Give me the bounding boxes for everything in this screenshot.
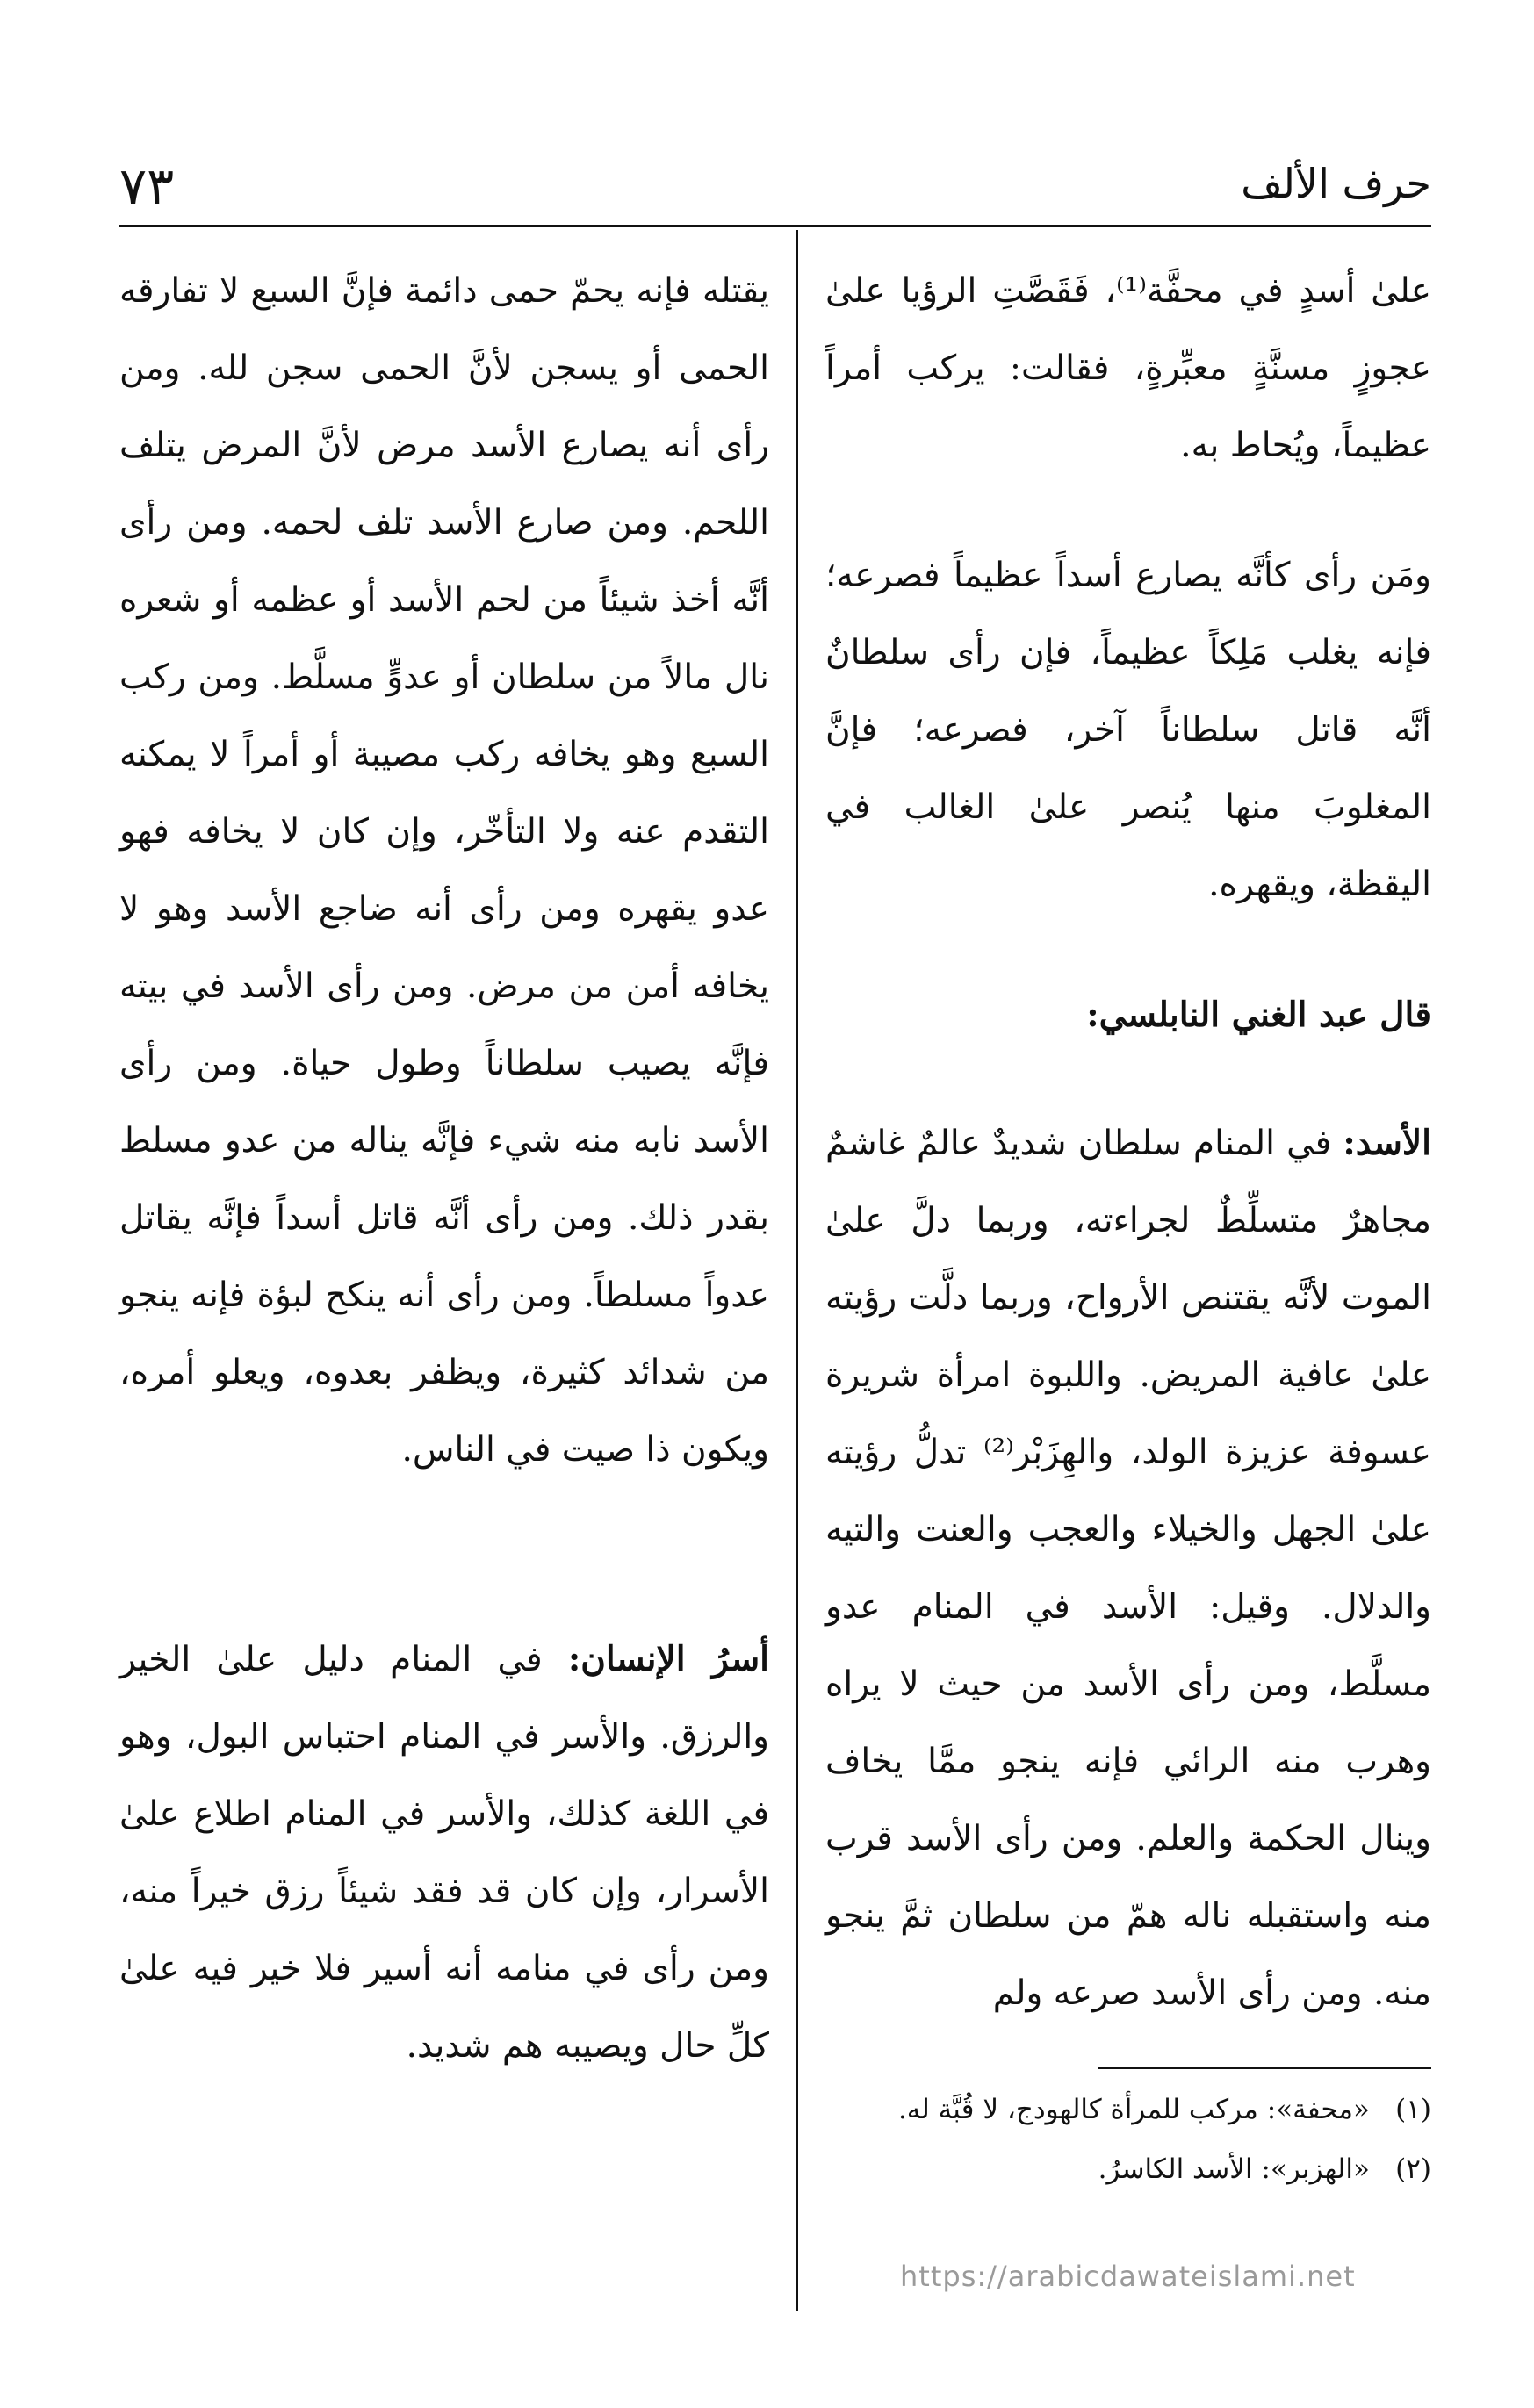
footnotes <box>825 2067 1431 2204</box>
footnote <box>825 2085 1431 2134</box>
footnote-text: «محفة»: مركب للمرأة كالهودج، لا قُبَّة له. <box>897 2094 1370 2125</box>
column-divider <box>796 230 798 2311</box>
paragraph: ومَن رأى كأنَّه يصارع أسداً عظيماً فصرعه؛ فإنه يغلب مَلِكاً عظيماً، فإن رأى سلطانٌ أنَّه قاتل سلطاناً آخر، فصرعه؛ فإنَّ المغلوبَ منها يُنصر علىٰ الغالب في اليقظة، ويقهره. <box>825 556 1431 904</box>
paragraph <box>825 1104 1431 2032</box>
watermark: https://arabicdawateislami.net <box>900 2260 1356 2293</box>
left-column <box>119 253 769 2138</box>
entry-term: الأسد: <box>1343 1123 1431 1163</box>
footnote-number: (٢) <box>1395 2153 1431 2185</box>
entry-text: في المنام سلطان شديدٌ عالمٌ غاشمٌ مجاهرٌ متسلِّطٌ لجراءته، وربما دلَّ علىٰ الموت لأنَّه يقتنص الأرواح، وربما دلَّت رؤيته علىٰ عافية المريض. واللبوة امرأة شريرة عسوفة عزيزة الولد، والهِزَبْر⁽²⁾ تدلُّ رؤيته علىٰ الجهل والخيلاء والعجب والعنت والتيه والدلال. وقيل: الأسد في المنام عدو مسلَّط، ومن رأى الأسد من حيث لا يراه وهرب منه الرائي فإنه ينجو ممَّا يخاف وينال الحكمة والعلم. ومن رأى الأسد قرب منه واستقبله ناله همّ من سلطان ثمَّ ينجو منه. ومن رأى الأسد صرعه ولم <box>825 1124 1432 2013</box>
page-header <box>119 156 1431 226</box>
footnote-text: «الهزبر»: الأسد الكاسرُ. <box>1098 2153 1370 2185</box>
running-head: حرف الألف <box>1241 160 1431 207</box>
footnote-rule <box>1098 2067 1431 2069</box>
header-rule <box>119 225 1431 227</box>
right-column <box>825 253 1431 2085</box>
paragraph: يقتله فإنه يحمّ حمى دائمة فإنَّ السبع لا تفارقه الحمى أو يسجن لأنَّ الحمى سجن لله. ومن رأى أنه يصارع الأسد مرض لأنَّ المرض يتلف اللحم. ومن صارع الأسد تلف لحمه. ومن رأى أنَّه أخذ شيئاً من لحم الأسد أو عظمه أو شعره نال مالاً من سلطان أو عدوٍّ مسلَّط. ومن ركب السبع وهو يخافه ركب مصيبة أو أمراً لا يمكنه التقدم عنه ولا التأخّر، وإن كان لا يخافه فهو عدو يقهره ومن رأى أنه ضاجع الأسد وهو لا يخافه أمن من مرض. ومن رأى الأسد في بيته فإنَّه يصيب سلطاناً وطول حياة. ومن رأى الأسد نابه منه شيء فإنَّه يناله من عدو مسلط بقدر ذلك. ومن رأى أنَّه قاتل أسداً فإنَّه يقاتل عدواً مسلطاً. ومن رأى أنه ينكح لبؤة فإنه ينجو من شدائد كثيرة، ويظفر بعدوه، ويعلو أمره، ويكون ذا صيت في الناس. <box>119 271 769 1470</box>
paragraph: علىٰ أسدٍ في محفَّة⁽¹⁾، فَقَصَّتِ الرؤيا علىٰ عجوزٍ مسنَّةٍ معبِّرةٍ، فقالت: يركب أمراً عظيماً، ويُحاط به. <box>825 271 1431 465</box>
entry-text: في المنام دليل علىٰ الخير والرزق. والأسر في المنام احتباس البول، وهو في اللغة كذلك، والأسر في المنام اطلاع علىٰ الأسرار، وإن كان قد فقد شيئاً رزق خيراً منه، ومن رأى في منامه أنه أسير فلا خير فيه علىٰ كلِّ حال ويصيبه هم شديد. <box>119 1640 769 2066</box>
paragraph <box>119 1621 769 2085</box>
footnote-number: (١) <box>1395 2094 1431 2125</box>
section-heading: قال عبد الغني النابلسي: <box>1086 995 1431 1035</box>
footnote <box>825 2145 1431 2194</box>
entry-term: أسرُ الإنسان: <box>567 1639 769 1679</box>
page-number: ٧٣ <box>119 156 175 216</box>
